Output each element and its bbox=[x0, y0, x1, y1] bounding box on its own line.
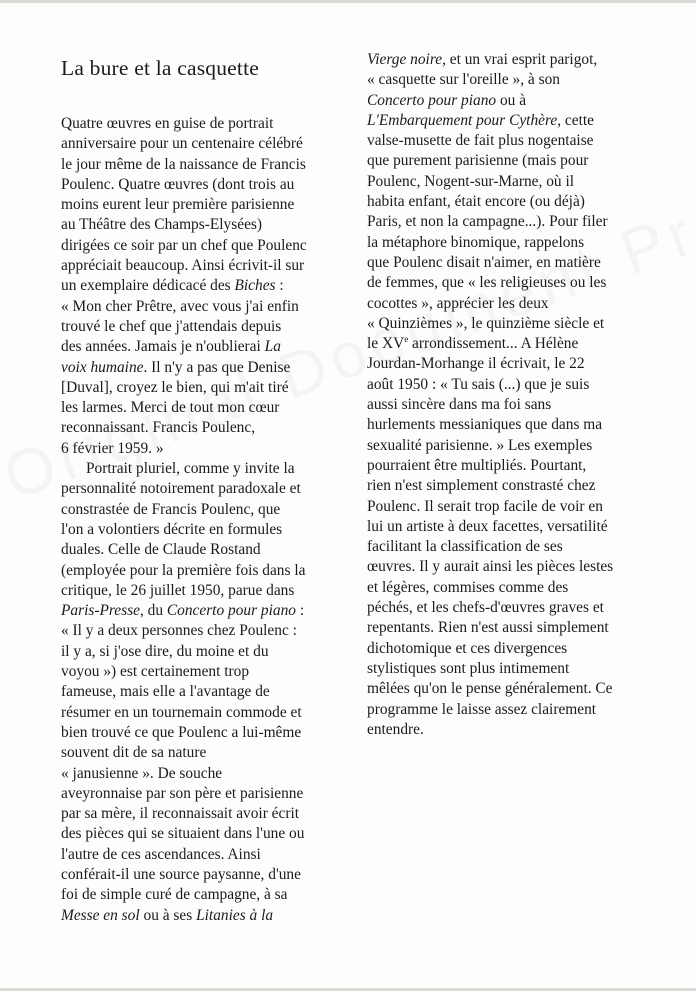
text-segment: Messe en sol bbox=[61, 906, 140, 924]
text-line bbox=[367, 294, 663, 314]
text-line bbox=[367, 456, 663, 476]
text-segment: le jour même de la naissance de Francis bbox=[61, 155, 306, 173]
text-line bbox=[61, 723, 359, 743]
text-segment: les larmes. Merci de tout mon cœur bbox=[61, 399, 280, 417]
text-segment: Portrait pluriel, comme y invite la bbox=[86, 460, 295, 478]
text-line bbox=[61, 804, 359, 824]
text-segment: de femmes, que « les religieuses ou les bbox=[367, 274, 607, 292]
text-line bbox=[61, 845, 359, 865]
text-line bbox=[61, 134, 359, 154]
text-segment: ou à ses bbox=[139, 906, 197, 924]
text-segment: 6 février 1959. » bbox=[61, 439, 164, 457]
text-line bbox=[367, 233, 663, 253]
text-segment: [Duval], croyez le bien, qui m'ait tiré bbox=[61, 378, 289, 396]
text-segment: anniversaire pour un centenaire célébré bbox=[61, 135, 303, 153]
right-text-column bbox=[367, 50, 663, 740]
text-segment: , et un vrai esprit parigot, bbox=[442, 51, 598, 68]
text-segment: Paris-Presse bbox=[61, 602, 140, 620]
text-line bbox=[61, 398, 359, 418]
text-line bbox=[61, 784, 359, 804]
text-line bbox=[367, 578, 663, 598]
text-segment: Quatre œuvres en guise de portrait bbox=[61, 115, 274, 132]
text-line bbox=[61, 662, 359, 682]
text-segment: Poulenc. Quatre œuvres (dont trois au bbox=[61, 175, 295, 193]
text-line bbox=[61, 276, 359, 296]
text-line bbox=[367, 436, 663, 456]
text-line bbox=[61, 358, 359, 378]
text-segment: repentants. Rien n'est aussi simplement bbox=[367, 619, 609, 637]
text-line bbox=[367, 598, 663, 618]
text-segment: : bbox=[275, 277, 284, 295]
text-line bbox=[367, 151, 663, 171]
text-segment: pourraient être multipliés. Pourtant, bbox=[367, 456, 587, 474]
text-line bbox=[61, 297, 359, 317]
text-line bbox=[61, 215, 359, 235]
text-segment: facilitant la classification de ses bbox=[367, 538, 563, 556]
text-segment: lui un artiste à deux facettes, versatilité bbox=[367, 517, 608, 535]
text-line bbox=[367, 395, 663, 415]
text-segment: stylistiques sont plus intimement bbox=[367, 659, 570, 677]
text-segment: Concerto pour piano bbox=[166, 602, 296, 620]
text-segment: Biches bbox=[234, 277, 276, 295]
text-segment: Poulenc. Il serait trop facile de voir en bbox=[367, 497, 603, 515]
text-line bbox=[61, 520, 359, 540]
text-line bbox=[367, 497, 663, 517]
text-segment: « Mon cher Prêtre, avec vous j'ai enfin bbox=[61, 297, 299, 315]
text-segment: cocottes », apprécier les deux bbox=[367, 294, 549, 312]
text-segment: souvent dit de sa nature bbox=[61, 744, 207, 762]
text-segment: que purement parisienne (mais pour bbox=[367, 152, 589, 170]
text-segment: aussi sincère dans ma foi sans bbox=[367, 396, 552, 414]
text-line bbox=[61, 459, 359, 479]
text-line bbox=[367, 172, 663, 192]
text-segment: Paris, et non la campagne...). Pour filer bbox=[367, 213, 608, 231]
text-segment: voix humaine bbox=[61, 358, 144, 376]
text-line bbox=[367, 476, 663, 496]
text-line bbox=[61, 500, 359, 520]
text-line bbox=[367, 334, 663, 354]
text-segment: aveyronnaise par son père et parisienne bbox=[61, 784, 304, 802]
text-line bbox=[367, 659, 663, 679]
text-line bbox=[367, 679, 663, 699]
text-segment: , cette bbox=[557, 111, 594, 129]
text-line bbox=[61, 601, 359, 621]
text-segment: duales. Celle de Claude Rostand bbox=[61, 541, 261, 559]
text-line bbox=[367, 639, 663, 659]
left-text-column bbox=[61, 114, 359, 926]
text-line bbox=[367, 50, 663, 70]
text-line bbox=[367, 131, 663, 151]
text-segment: voyou ») est certainement trop bbox=[61, 663, 250, 681]
text-segment: hurlements messianiques que dans ma bbox=[367, 416, 603, 434]
text-segment: reconnaissant. Francis Poulenc, bbox=[61, 419, 256, 437]
text-segment: conférait-il une source paysanne, d'une bbox=[61, 865, 301, 883]
text-segment: . Il n'y a pas que Denise bbox=[143, 358, 291, 376]
text-segment: personnalité notoirement paradoxale et bbox=[61, 480, 301, 498]
text-line bbox=[61, 540, 359, 560]
text-segment: , du bbox=[139, 602, 167, 620]
text-line bbox=[61, 114, 359, 134]
text-segment: « casquette sur l'oreille », à son bbox=[367, 71, 560, 89]
text-segment: le XV bbox=[367, 335, 405, 353]
text-segment: au Théâtre des Champs-Elysées) bbox=[61, 216, 263, 234]
text-line bbox=[367, 354, 663, 374]
text-line bbox=[61, 824, 359, 844]
text-segment: œuvres. Il y aurait ainsi les pièces lestes bbox=[367, 558, 614, 576]
text-line bbox=[61, 621, 359, 641]
text-line bbox=[367, 111, 663, 131]
text-segment: il y a, si j'ose dire, du moine et du bbox=[61, 642, 269, 660]
text-line bbox=[61, 418, 359, 438]
text-segment: péchés, et les chefs-d'œuvres graves et bbox=[367, 599, 604, 617]
text-segment: foi de simple curé de campagne, à sa bbox=[61, 886, 288, 904]
text-line bbox=[61, 175, 359, 195]
page-title: La bure et la casquette bbox=[61, 56, 259, 80]
text-segment: des années. Jamais je n'oublierai bbox=[61, 338, 265, 356]
text-line bbox=[61, 743, 359, 763]
text-segment: La bbox=[264, 338, 281, 356]
text-segment: par sa mère, il reconnaissait avoir écrit bbox=[61, 805, 300, 823]
text-line bbox=[367, 557, 663, 577]
text-line bbox=[367, 91, 663, 111]
text-segment: (employée pour la première fois dans la bbox=[61, 561, 306, 579]
page-top-edge bbox=[0, 0, 696, 3]
text-line bbox=[61, 885, 359, 905]
text-line bbox=[367, 375, 663, 395]
text-segment: valse-musette de fait plus nogentaise bbox=[367, 132, 594, 150]
text-segment: habita enfant, était encore (ou déjà) bbox=[367, 193, 585, 211]
text-segment: rien n'est simplement constrasté chez bbox=[367, 477, 596, 495]
text-line bbox=[61, 317, 359, 337]
text-line bbox=[61, 581, 359, 601]
text-segment: bien trouvé ce que Poulenc a lui-même bbox=[61, 723, 302, 741]
text-line bbox=[367, 70, 663, 90]
text-segment: « janusienne ». De souche bbox=[61, 764, 223, 782]
text-line bbox=[367, 415, 663, 435]
text-line bbox=[61, 479, 359, 499]
text-line bbox=[61, 865, 359, 885]
text-segment: et légères, commises comme des bbox=[367, 578, 569, 596]
text-segment: août 1950 : « Tu sais (...) que je suis bbox=[367, 375, 590, 393]
text-segment: dichotomique et ces divergences bbox=[367, 639, 568, 657]
text-segment: e bbox=[404, 334, 409, 345]
text-line bbox=[367, 253, 663, 273]
text-line bbox=[367, 192, 663, 212]
text-segment: des pièces qui se situaient dans l'une ou bbox=[61, 825, 305, 843]
text-line bbox=[61, 906, 359, 926]
text-segment: un exemplaire dédicacé des bbox=[61, 277, 235, 295]
text-segment: programme le laisse assez clairement bbox=[367, 700, 597, 718]
text-line bbox=[367, 314, 663, 334]
text-segment: fameuse, mais elle a l'avantage de bbox=[61, 683, 270, 701]
text-segment: Litanies à la bbox=[196, 906, 274, 924]
text-segment: arrondissement... A Hélène bbox=[408, 335, 579, 353]
text-line bbox=[61, 764, 359, 784]
text-line bbox=[61, 561, 359, 581]
text-segment: Vierge noire bbox=[367, 51, 443, 68]
text-segment: entendre. bbox=[367, 720, 424, 738]
text-segment: Concerto pour piano bbox=[367, 91, 497, 109]
text-segment: résumer en un tournemain commode et bbox=[61, 703, 302, 721]
text-line bbox=[61, 155, 359, 175]
text-line bbox=[61, 195, 359, 215]
text-segment: l'autre de ces ascendances. Ainsi bbox=[61, 845, 261, 863]
text-line bbox=[61, 682, 359, 702]
text-segment: sexualité parisienne. » Les exemples bbox=[367, 436, 593, 454]
text-line bbox=[367, 700, 663, 720]
text-line bbox=[61, 642, 359, 662]
text-line bbox=[61, 337, 359, 357]
text-line bbox=[61, 236, 359, 256]
text-segment: trouvé le chef que j'attendais depuis bbox=[61, 317, 282, 335]
text-segment: la métaphore binomique, rappelons bbox=[367, 233, 585, 251]
text-line bbox=[367, 720, 663, 740]
text-segment: critique, le 26 juillet 1950, parue dans bbox=[61, 581, 295, 599]
text-line bbox=[367, 273, 663, 293]
text-line bbox=[367, 618, 663, 638]
text-segment: : bbox=[295, 602, 305, 620]
text-line bbox=[61, 439, 359, 459]
text-line bbox=[61, 378, 359, 398]
text-segment: ou à bbox=[496, 91, 527, 109]
text-segment: « Quinzièmes », le quinzième siècle et bbox=[367, 314, 605, 332]
text-segment: mêlées qu'on le pense généralement. Ce bbox=[367, 680, 613, 698]
text-segment: Poulenc, Nogent-sur-Marne, où il bbox=[367, 172, 574, 190]
text-segment: l'on a volontiers décrite en formules bbox=[61, 520, 283, 538]
text-segment: que Poulenc disait n'aimer, en matière bbox=[367, 253, 601, 271]
text-segment: Jourdan-Morhange il écrivait, le 22 bbox=[367, 355, 585, 373]
text-segment: L'Embarquement pour Cythère bbox=[367, 111, 558, 129]
text-segment: dirigées ce soir par un chef que Poulenc bbox=[61, 236, 307, 254]
text-segment: moins eurent leur première parisienne bbox=[61, 196, 295, 214]
text-line bbox=[61, 703, 359, 723]
text-line bbox=[61, 256, 359, 276]
text-line bbox=[367, 517, 663, 537]
text-segment: constrastée de Francis Poulenc, que bbox=[61, 500, 281, 518]
text-segment: « Il y a deux personnes chez Poulenc : bbox=[61, 622, 297, 640]
text-line bbox=[367, 212, 663, 232]
text-line bbox=[367, 537, 663, 557]
text-segment: appréciait beaucoup. Ainsi écrivit-il sur bbox=[61, 257, 305, 275]
